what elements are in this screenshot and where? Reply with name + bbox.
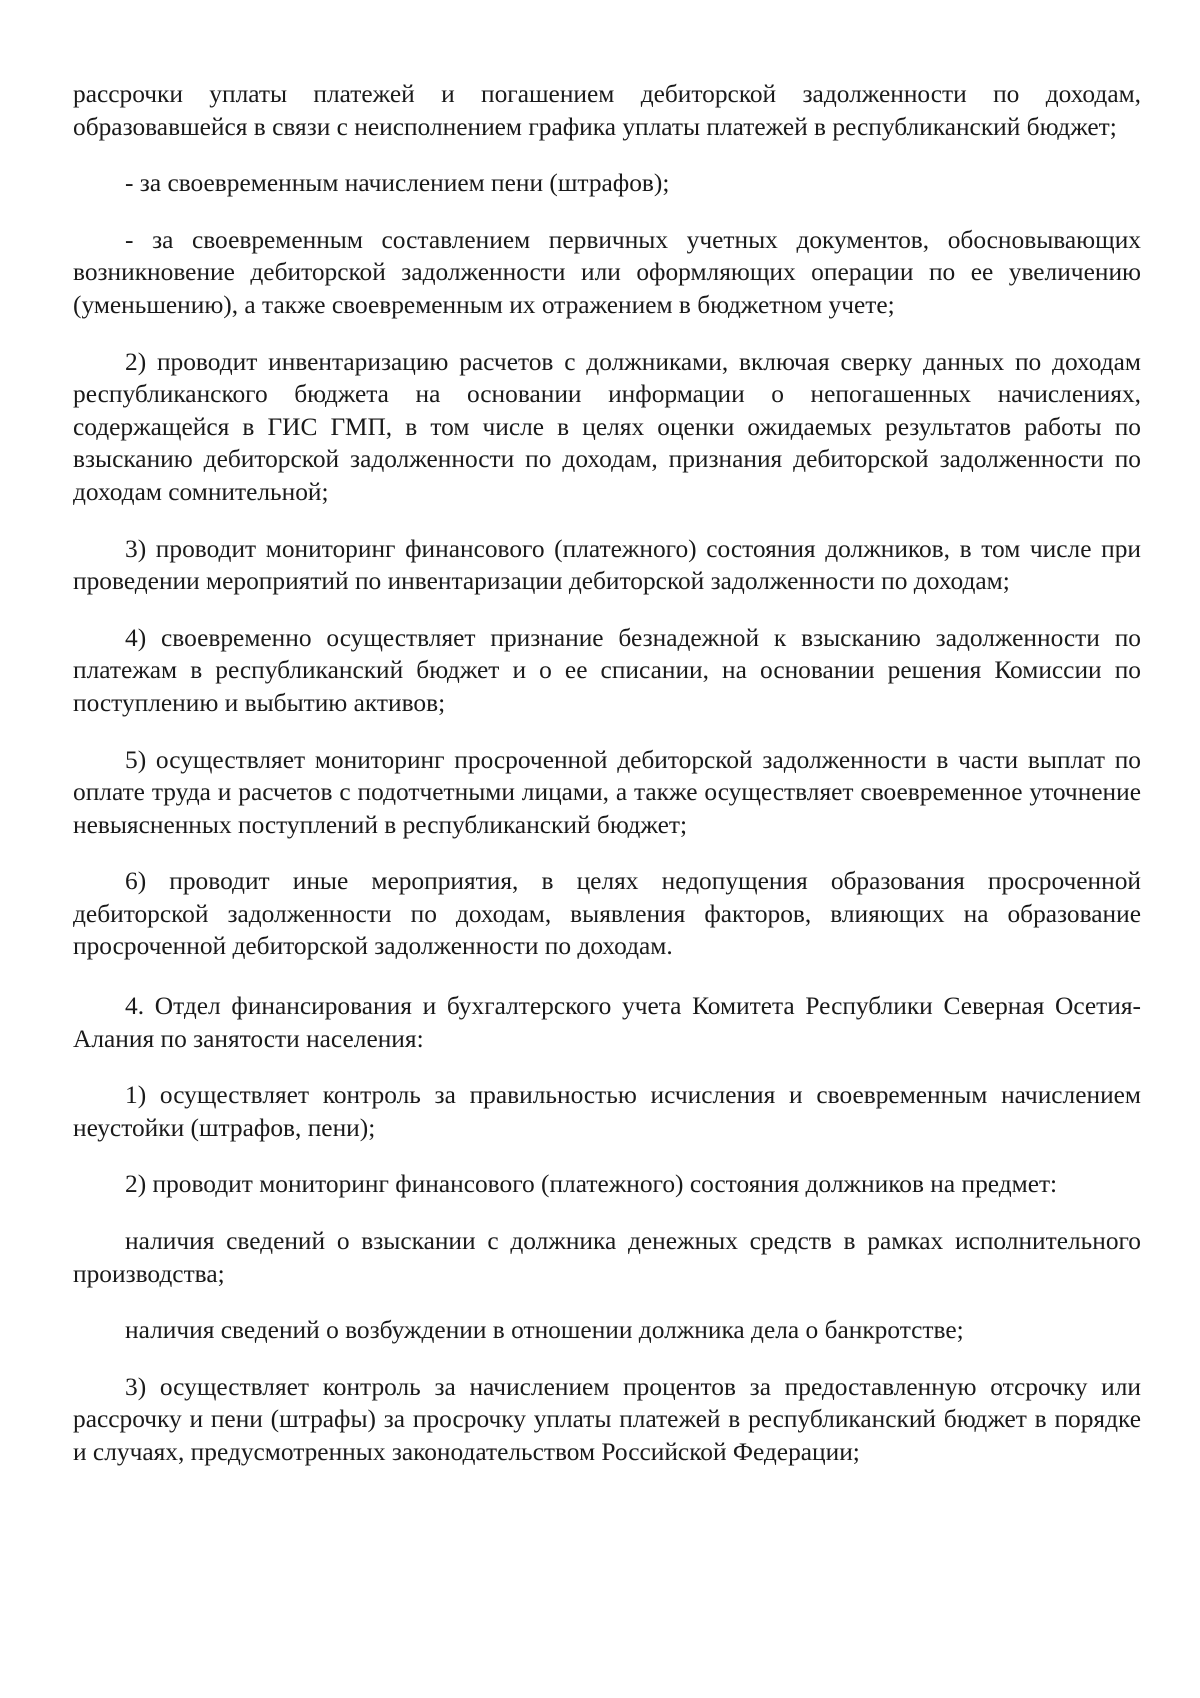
paragraph-enforcement-info: наличия сведений о взыскании с должника денежных средств в рамках исполнительного производства; [73,1227,1141,1288]
document-page [73,78,1141,1493]
paragraph-item-3-monitoring: 3) проводит мониторинг финансового (платежного) состояния должников, в том числе при проведении мероприятий по инвентаризации дебиторской задолженности по доходам; [73,534,1141,596]
paragraph-installment-continuation: рассрочки уплаты платежей и погашением дебиторской задолженности по доходам, образовавшейся в связи с неисполнением графика уплаты платежей в республиканский бюджет; [73,80,1141,141]
paragraph-item-2-inventory: 2) проводит инвентаризацию расчетов с должниками, включая сверку данных по доходам республиканского бюджета на основании информации о непогашенных начислениях, содержащейся в ГИС ГМП, в том числе в целях оценки ожидаемых результатов работы по взысканию дебиторской задолженности по доходам, признания дебиторской задолженности по доходам сомнительной; [73,347,1141,506]
paragraph-section-4-item-1: 1) осуществляет контроль за правильностью исчисления и своевременным начислением неустойки (штрафов, пени); [73,1081,1141,1142]
paragraph-item-5-overdue: 5) осуществляет мониторинг просроченной дебиторской задолженности в части выплат по оплате труда и расчетов с подотчетными лицами, а также осуществляет своевременное уточнение невыясненных поступлений в республиканский бюджет; [73,745,1141,839]
paragraph-item-4-write-off: 4) своевременно осуществляет признание безнадежной к взысканию задолженности по платежам в республиканский бюджет и о ее списании, на основании решения Комиссии по поступлению и выбытию активов; [73,623,1141,717]
paragraph-section-4-heading: 4. Отдел финансирования и бухгалтерского учета Комитета Республики Северная Осетия-Алания по занятости населения: [73,992,1141,1053]
paragraph-section-4-item-3: 3) осуществляет контроль за начислением процентов за предоставленную отсрочку или рассрочку и пени (штрафы) за просрочку уплаты платежей в республиканский бюджет в порядке и случаях, предусмотренных законодательством Российской Федерации; [73,1372,1141,1466]
paragraph-bankruptcy-info: наличия сведений о возбуждении в отношении должника дела о банкротстве; [125,1316,964,1345]
paragraph-item-6-other-measures: 6) проводит иные мероприятия, в целях недопущения образования просроченной дебиторской задолженности по доходам, выявления факторов, влияющих на образование просроченной дебиторской задолженности по доходам. [73,867,1141,961]
paragraph-section-4-item-2: 2) проводит мониторинг финансового (платежного) состояния должников на предмет: [125,1170,1058,1199]
paragraph-penalty-accrual: - за своевременным начислением пени (штрафов); [125,169,670,198]
paragraph-primary-documents: - за своевременным составлением первичных учетных документов, обосновывающих возникновение дебиторской задолженности или оформляющих операции по ее увеличению (уменьшению), а также своевременным их отражением в бюджетном учете; [73,225,1141,319]
